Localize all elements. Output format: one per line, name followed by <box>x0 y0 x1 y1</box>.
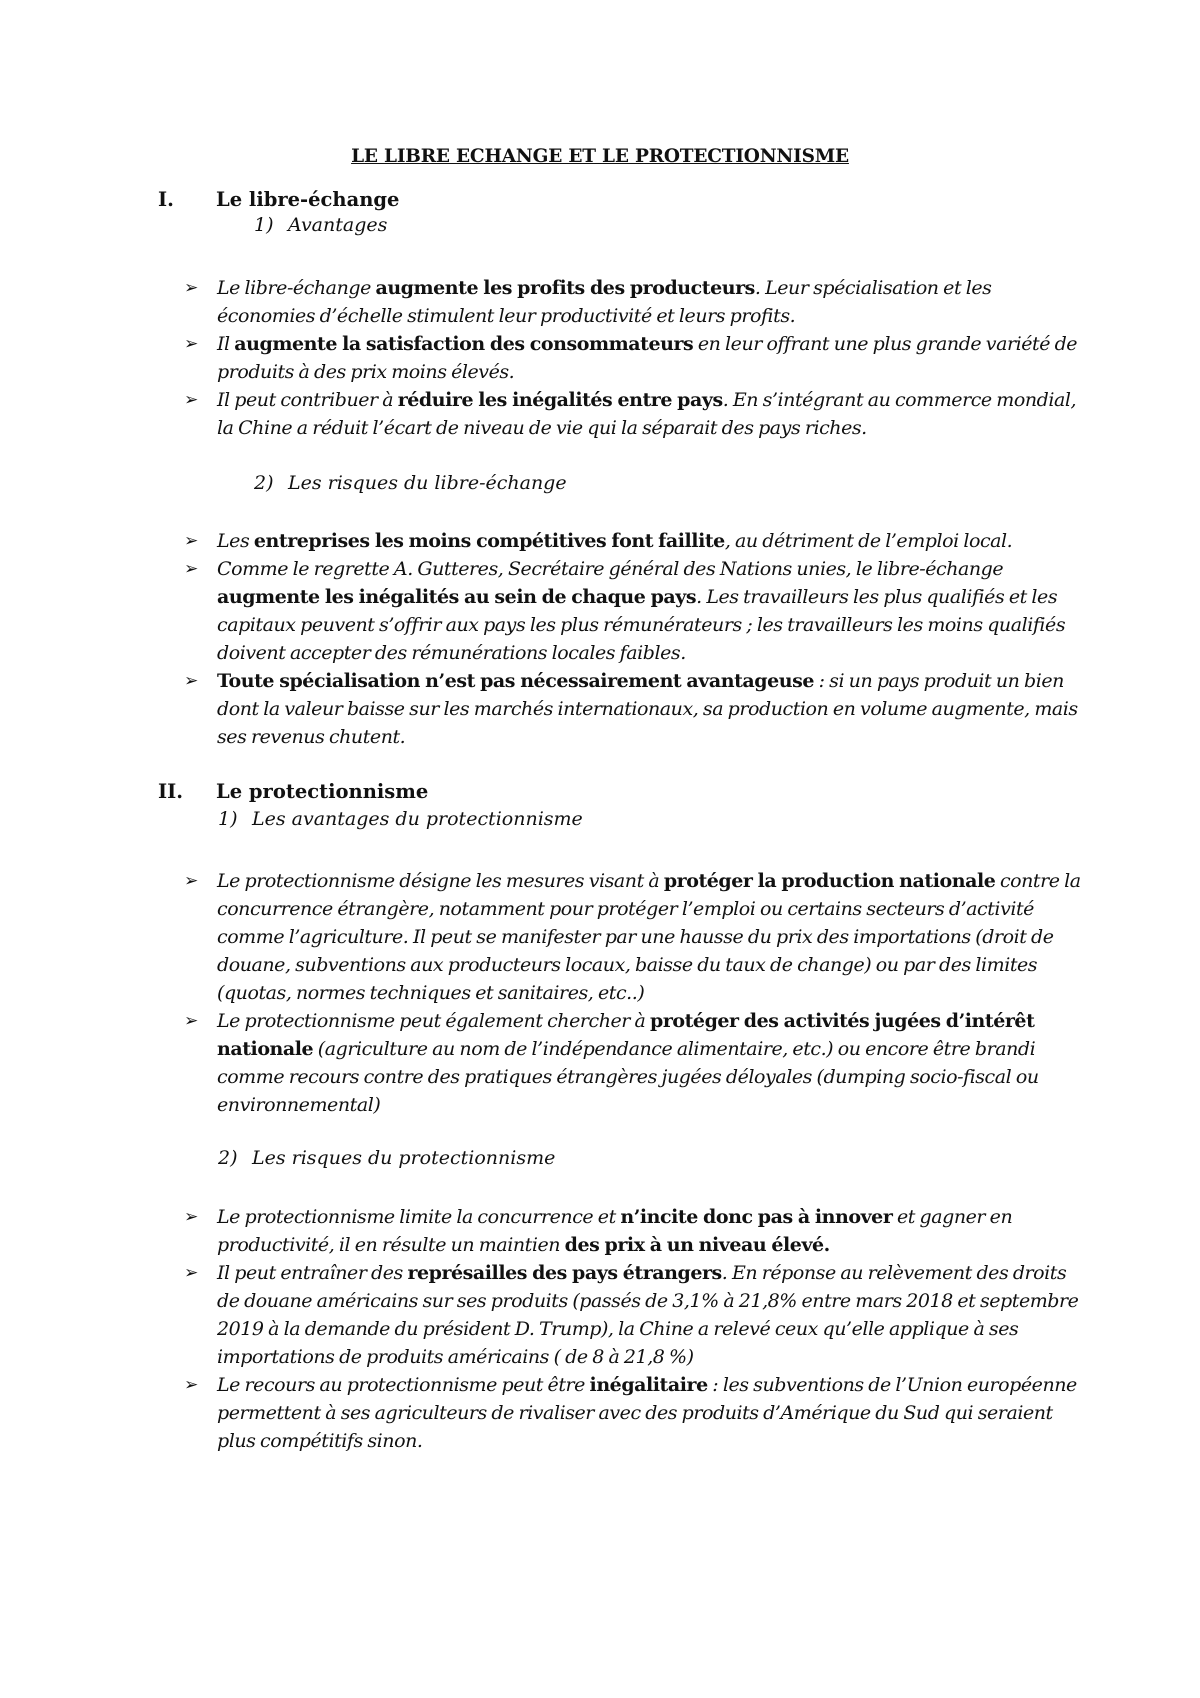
bullet-arrow-icon: ➢ <box>184 334 198 354</box>
bullet-item <box>184 555 1083 667</box>
section-heading <box>158 780 428 803</box>
bullet-arrow-icon: ➢ <box>184 671 198 691</box>
bullet-arrow-icon: ➢ <box>184 531 198 551</box>
italic-text: . En réponse au relèvement des droits de douane américains sur ses produits (passés de 3,1% à 21,8% entre mars 2018 et septembre 2019 à la demande du président D. Trump), la Chine a relevé ceux qu’elle applique à ses importations de produits américains ( de 8 à 21,8 %) <box>217 1262 1079 1368</box>
italic-text: Il <box>217 333 235 355</box>
bold-text: réduire les inégalités entre pays <box>397 389 723 411</box>
bullet-item <box>184 867 1083 1007</box>
bullet-item <box>184 1259 1083 1371</box>
bullet-arrow-icon: ➢ <box>184 390 198 410</box>
section-title: Le protectionnisme <box>216 780 429 803</box>
italic-text: Le protectionnisme limite la concurrence et <box>217 1206 621 1228</box>
bullet-arrow-icon: ➢ <box>184 1263 198 1283</box>
bold-text: Toute spécialisation n’est pas nécessairement avantageuse <box>217 670 815 692</box>
subsection-heading <box>218 1147 555 1169</box>
bullet-item <box>184 527 1083 555</box>
italic-text: Il peut contribuer à <box>217 389 398 411</box>
italic-text: . En s’intégrant au commerce mondial, la Chine a réduit l’écart de niveau de vie qui la séparait des pays riches. <box>217 389 1077 439</box>
italic-text: . Les travailleurs les plus qualifiés et les capitaux peuvent s’offrir aux pays les plus rémunérateurs ; les travailleurs les moins qualifiés doivent accepter des rémunérations locales faibles. <box>217 586 1066 664</box>
subsection-number: 2) <box>218 1147 238 1169</box>
italic-text: Le recours au protectionnisme peut être <box>217 1374 590 1396</box>
subsection-number: 1) <box>254 214 274 236</box>
italic-text: Le protectionnisme désigne les mesures visant à <box>217 870 664 892</box>
subsection-title: Avantages <box>288 214 388 236</box>
bold-text: entreprises les moins compétitives font faillite <box>253 530 725 552</box>
italic-text: : les subventions de l’Union européenne permettent à ses agriculteurs de rivaliser avec des produits d’Amérique du Sud qui seraient plus compétitifs sinon. <box>217 1374 1077 1452</box>
bullet-item <box>184 1203 1083 1259</box>
bold-text: augmente les profits des producteurs <box>375 277 755 299</box>
bold-text: augmente la satisfaction des consommateurs <box>234 333 694 355</box>
bullet-arrow-icon: ➢ <box>184 1011 198 1031</box>
italic-text: . Leur spécialisation et les économies d’échelle stimulent leur productivité et leurs profits. <box>217 277 992 327</box>
bold-text: protéger la production nationale <box>663 870 996 892</box>
italic-text: Les <box>217 530 254 552</box>
bullet-arrow-icon: ➢ <box>184 1375 198 1395</box>
italic-text: en leur offrant une plus grande variété de produits à des prix moins élevés. <box>217 333 1078 383</box>
italic-text: Comme le regrette A. Gutteres, Secrétaire général des Nations unies, le libre-échange <box>217 558 1004 580</box>
subsection-number: 1) <box>218 808 238 830</box>
bold-text: inégalitaire <box>589 1374 708 1396</box>
bold-text: augmente les inégalités au sein de chaque pays <box>217 586 697 608</box>
italic-text: (agriculture au nom de l’indépendance alimentaire, etc.) ou encore être brandi comme recours contre des pratiques étrangères jugées déloyales (dumping socio-fiscal ou environnemental) <box>217 1038 1039 1116</box>
subsection-title: Les risques du libre-échange <box>288 472 567 494</box>
bold-text: protéger des activités jugées d’intérêt nationale <box>217 1010 1035 1060</box>
section-title: Le libre-échange <box>216 188 400 211</box>
bullet-item <box>184 386 1083 442</box>
bold-text: n’incite donc pas à innover <box>620 1206 893 1228</box>
italic-text: et gagner en productivité, il en résulte un maintien <box>217 1206 1013 1256</box>
italic-text: contre la concurrence étrangère, notamment pour protéger l’emploi ou certains secteurs d’activité comme l’agriculture. Il peut se manifester par une hausse du prix des importations (droit de douane, subventions aux producteurs locaux, baisse du taux de change) ou par des limites (quotas, normes techniques et sanitaires, etc..) <box>217 870 1081 1004</box>
bullet-arrow-icon: ➢ <box>184 871 198 891</box>
italic-text: Le libre-échange <box>217 277 376 299</box>
subsection-heading <box>254 472 567 494</box>
bullet-item <box>184 274 1083 330</box>
subsection-title: Les avantages du protectionnisme <box>252 808 583 830</box>
italic-text: : si un pays produit un bien dont la valeur baisse sur les marchés internationaux, sa production en volume augmente, mais ses revenus chutent. <box>217 670 1078 748</box>
bold-text: des prix à un niveau élevé. <box>564 1234 830 1256</box>
bullet-arrow-icon: ➢ <box>184 278 198 298</box>
italic-text: Le protectionnisme peut également chercher à <box>217 1010 650 1032</box>
section-number: I. <box>158 188 174 211</box>
bullet-arrow-icon: ➢ <box>184 559 198 579</box>
document-title: LE LIBRE ECHANGE ET LE PROTECTIONNISME <box>351 146 849 167</box>
italic-text: Il peut entraîner des <box>217 1262 408 1284</box>
section-number: II. <box>158 780 184 803</box>
bullet-item <box>184 1007 1083 1119</box>
bullet-item <box>184 330 1083 386</box>
subsection-number: 2) <box>254 472 274 494</box>
bullet-arrow-icon: ➢ <box>184 1207 198 1227</box>
subsection-heading <box>218 808 583 830</box>
subsection-title: Les risques du protectionnisme <box>252 1147 556 1169</box>
italic-text: , au détriment de l’emploi local. <box>724 530 1013 552</box>
subsection-heading <box>254 214 387 236</box>
bullet-item <box>184 1371 1083 1455</box>
section-heading <box>158 188 399 211</box>
bold-text: représailles des pays étrangers <box>407 1262 722 1284</box>
bullet-item <box>184 667 1083 751</box>
